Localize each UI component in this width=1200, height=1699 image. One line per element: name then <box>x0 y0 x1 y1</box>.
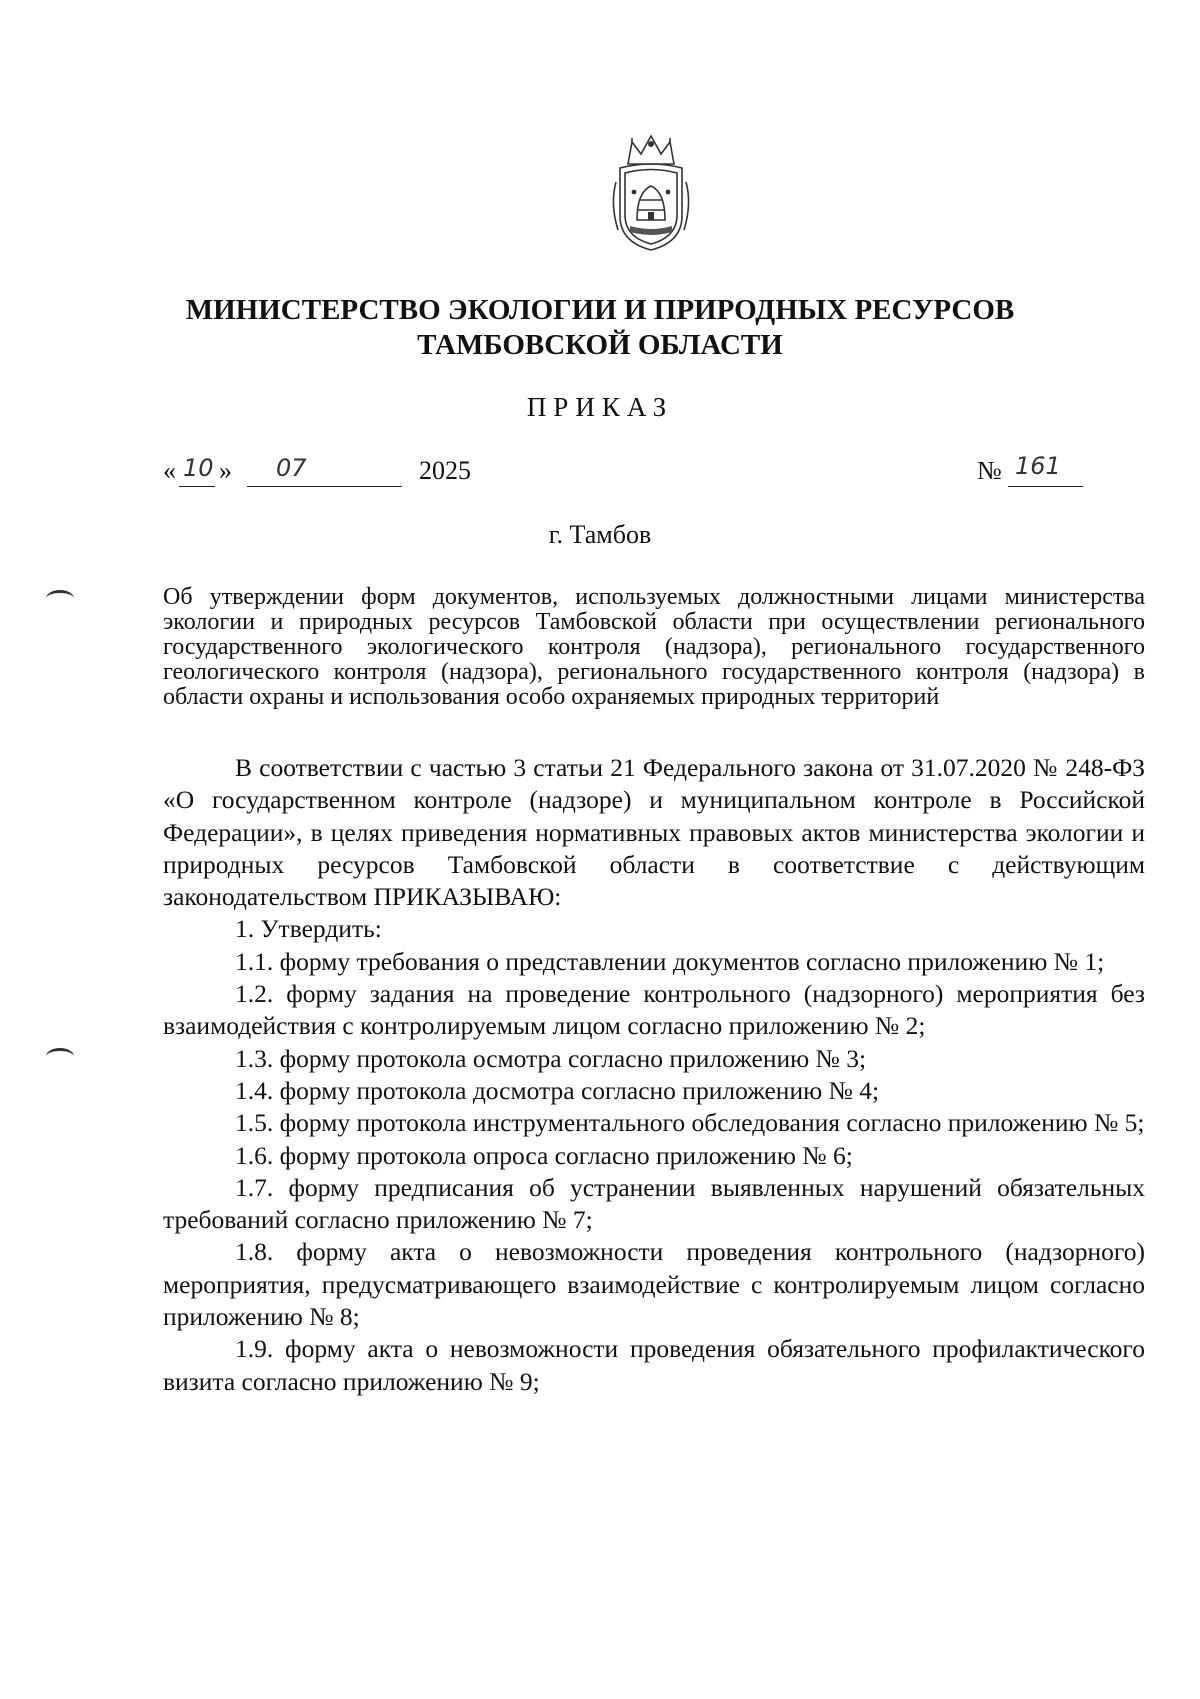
item-1-4: 1.4. форму протокола досмотра согласно приложению № 4; <box>235 1075 880 1105</box>
date-day: 10 <box>183 454 214 482</box>
preamble-paragraph: В соответствии с частью 3 статьи 21 Федерального закона от 31.07.2020 № 248-ФЗ «О государственном контроле (надзоре) и муниципальном контроле в Российской Федерации», в целях приведения нормативных правовых актов министерства экологии и природных ресурсов Тамбовской области в соответствие с действующим законодательством ПРИКАЗЫВАЮ: <box>163 753 1145 912</box>
item-1-6: 1.6. форму протокола опроса согласно приложению № 6; <box>235 1140 853 1170</box>
item-1-8: 1.8. форму акта о невозможности проведения контрольного (надзорного) мероприятия, предусматривающего взаимодействие с контролируемым лицом согласно приложению № 8; <box>163 1237 1145 1332</box>
order-body <box>163 752 1145 1398</box>
punch-hole-mark <box>46 1048 74 1065</box>
item-1-3: 1.3. форму протокола осмотра согласно приложению № 3; <box>235 1043 867 1073</box>
date-year: 2025 <box>419 456 471 485</box>
city-line: г. Тамбов <box>548 520 652 549</box>
document-type-title: ПРИКАЗ <box>526 392 674 422</box>
date-month: 07 <box>276 454 307 482</box>
punch-hole-mark <box>46 590 74 607</box>
ministry-name-line-2: ТАМБОВСКОЙ ОБЛАСТИ <box>417 329 783 361</box>
order-number: 161 <box>1015 452 1061 480</box>
item-1-1: 1.1. форму требования о представлении документов согласно приложению № 1; <box>235 946 1105 976</box>
item-1-5: 1.5. форму протокола инструментального обследования согласно приложению № 5; <box>235 1108 1145 1138</box>
item-1: 1. Утвердить: <box>235 914 382 944</box>
order-number-label: № <box>977 456 1002 485</box>
date-close-quote: » <box>219 456 232 485</box>
item-1-9: 1.9. форму акта о невозможности проведения обязательного профилактического визита согласно приложению № 9; <box>163 1334 1145 1396</box>
coat-of-arms-icon <box>608 134 694 254</box>
date-open-quote: « <box>163 456 176 485</box>
item-1-2: 1.2. форму задания на проведение контрольного (надзорного) мероприятия без взаимодействия с контролируемым лицом согласно приложению № 2; <box>163 979 1145 1041</box>
ministry-name-line-1: МИНИСТЕРСТВО ЭКОЛОГИИ И ПРИРОДНЫХ РЕСУРСОВ <box>185 294 1015 326</box>
item-1-7: 1.7. форму предписания об устранении выявленных нарушений обязательных требований согласно приложению № 7; <box>163 1172 1145 1235</box>
order-subject: Об утверждении форм документов, используемых должностными лицами министерства экологии и природных ресурсов Тамбовской области при осуществлении регионального государственного экологического контроля (надзора), регионального государственного геологического контроля (надзора), регионального государственного контроля (надзора) в области охраны и использования особо охраняемых природных территорий <box>163 584 1145 710</box>
